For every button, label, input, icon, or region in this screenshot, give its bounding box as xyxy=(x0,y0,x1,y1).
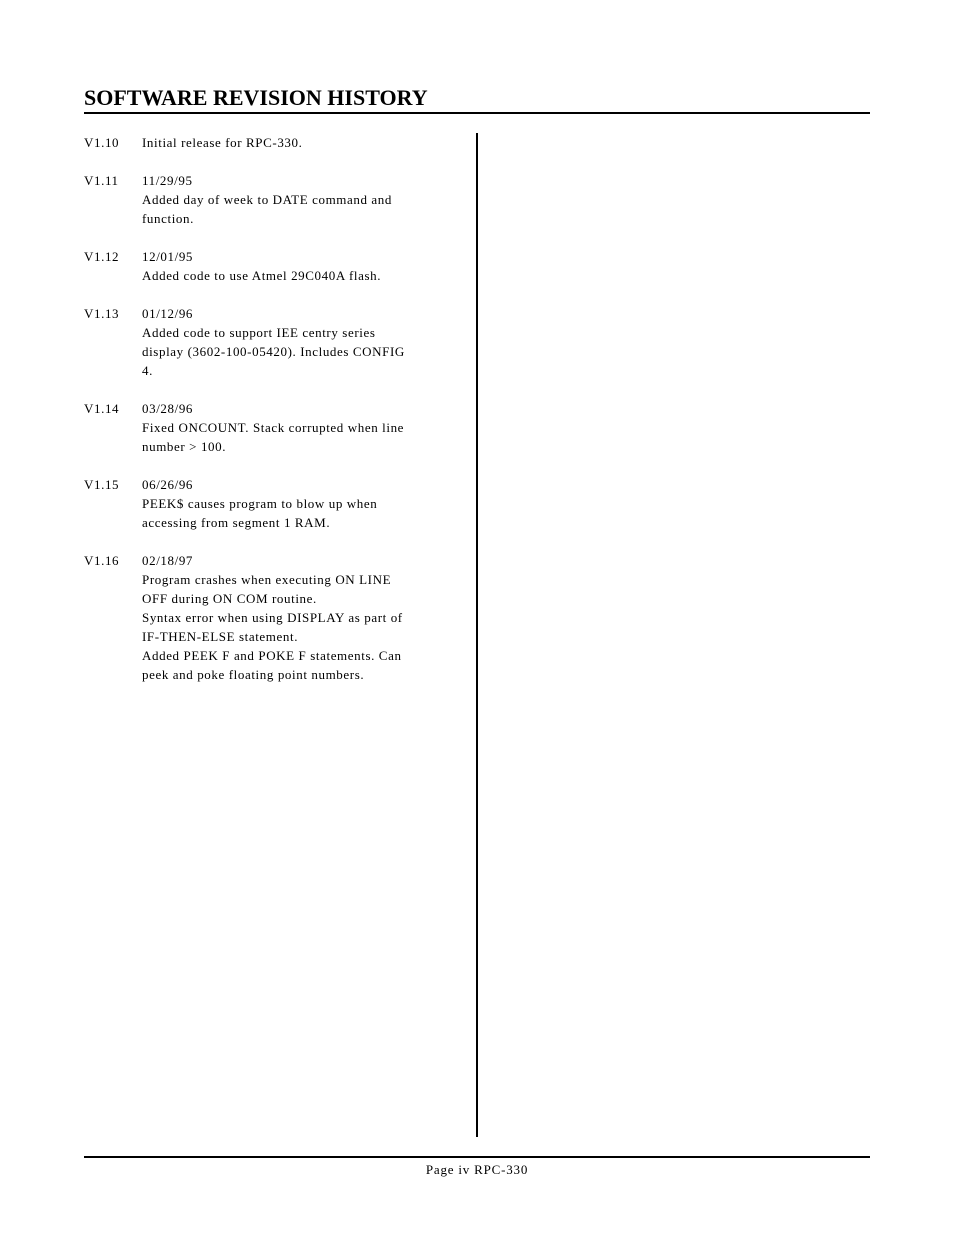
revision-note-line: Initial release for RPC-330. xyxy=(142,135,303,150)
revision-note-line: Syntax error when using DISPLAY as part of xyxy=(142,610,403,625)
revision-note-line: IF-THEN-ELSE statement. xyxy=(142,629,299,644)
revision-date: 02/18/97 xyxy=(142,553,194,568)
revision-note-line: Added code to use Atmel 29C040A flash. xyxy=(142,268,382,283)
revision-notes xyxy=(142,133,454,152)
revision-version: V1.14 xyxy=(84,401,120,416)
revision-date: 12/01/95 xyxy=(142,249,194,264)
revision-date: 06/26/96 xyxy=(142,477,194,492)
revision-note-line: number > 100. xyxy=(142,439,227,454)
column-divider xyxy=(476,133,478,1137)
revision-note-line: display (3602-100-05420). Includes CONFIG xyxy=(142,344,405,359)
revision-notes xyxy=(142,304,454,380)
revision-date: 01/12/96 xyxy=(142,306,194,321)
title-rule xyxy=(84,112,870,114)
revision-entry-v1-12 xyxy=(84,247,454,285)
footer-rule xyxy=(84,1156,870,1158)
revision-note-line: Added day of week to DATE command and xyxy=(142,192,392,207)
revision-note-line: Fixed ONCOUNT. Stack corrupted when line xyxy=(142,420,405,435)
revision-note-line: 4. xyxy=(142,363,153,378)
revision-note-line: peek and poke floating point numbers. xyxy=(142,667,365,682)
revision-entry-v1-10 xyxy=(84,133,454,152)
revision-note-line: accessing from segment 1 RAM. xyxy=(142,515,331,530)
revision-version: V1.10 xyxy=(84,135,120,150)
revision-notes xyxy=(142,551,454,684)
revision-history-list xyxy=(84,133,454,703)
page-title: SOFTWARE REVISION HISTORY xyxy=(84,85,428,110)
revision-entry-v1-11 xyxy=(84,171,454,228)
revision-note-line: Added code to support IEE centry series xyxy=(142,325,376,340)
revision-entry-v1-16 xyxy=(84,551,454,684)
revision-version: V1.11 xyxy=(84,173,119,188)
revision-version: V1.15 xyxy=(84,477,120,492)
revision-notes xyxy=(142,171,454,228)
revision-notes xyxy=(142,247,454,285)
revision-entry-v1-15 xyxy=(84,475,454,532)
revision-date: 11/29/95 xyxy=(142,173,193,188)
revision-note-line: Program crashes when executing ON LINE xyxy=(142,572,392,587)
revision-entry-v1-14 xyxy=(84,399,454,456)
revision-version: V1.13 xyxy=(84,306,120,321)
revision-note-line: OFF during ON COM routine. xyxy=(142,591,317,606)
revision-note-line: Added PEEK F and POKE F statements. Can xyxy=(142,648,402,663)
revision-date: 03/28/96 xyxy=(142,401,194,416)
revision-note-line: PEEK$ causes program to blow up when xyxy=(142,496,378,511)
revision-entry-v1-13 xyxy=(84,304,454,380)
revision-version: V1.16 xyxy=(84,553,120,568)
page-footer: Page iv RPC-330 xyxy=(425,1162,529,1177)
revision-notes xyxy=(142,399,454,456)
revision-note-line: function. xyxy=(142,211,194,226)
revision-version: V1.12 xyxy=(84,249,120,264)
revision-notes xyxy=(142,475,454,532)
